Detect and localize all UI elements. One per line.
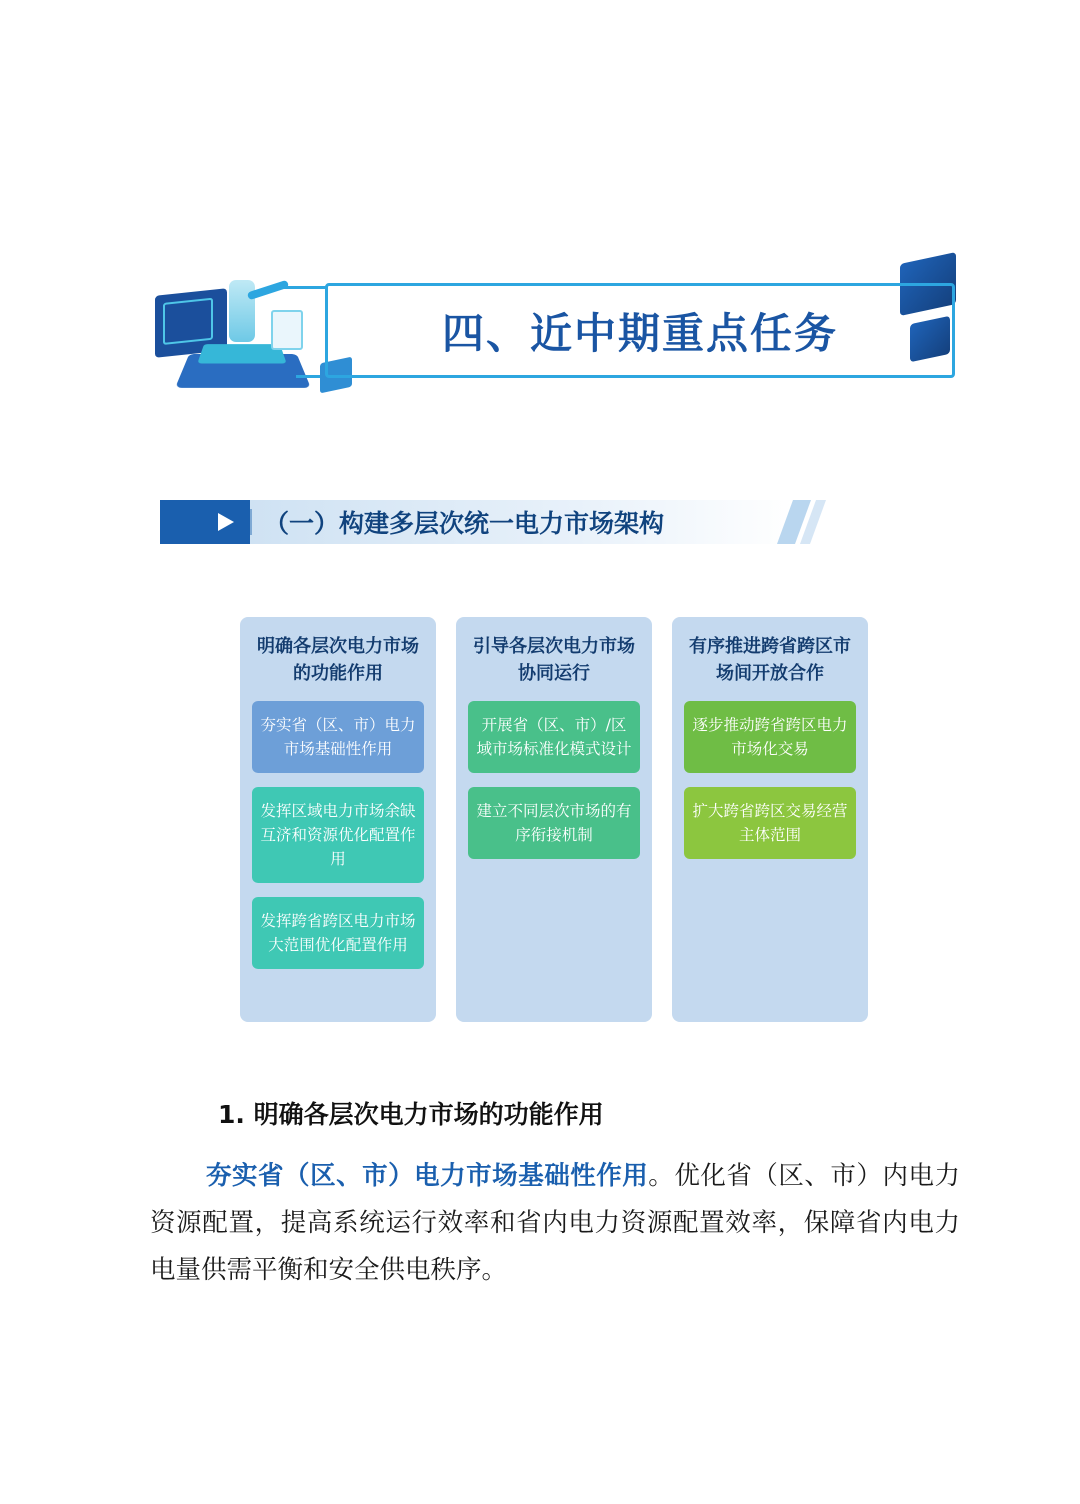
framework-diagram <box>240 617 870 1022</box>
section-title: （一）构建多层次统一电力市场架构 <box>264 509 665 538</box>
robot-arm-icon <box>229 280 255 342</box>
diagram-cell: 发挥区域电力市场余缺互济和资源优化配置作用 <box>252 787 424 883</box>
page-header-banner <box>150 250 960 410</box>
diagram-cell: 开展省（区、市）/区域市场标准化模式设计 <box>468 701 640 773</box>
subheading: 1. 明确各层次电力市场的功能作用 <box>218 1100 604 1129</box>
page-title: 四、近中期重点任务 <box>441 308 838 358</box>
body-content <box>150 1095 960 1295</box>
diagram-column-2 <box>456 617 652 1022</box>
connector-line-top <box>282 286 328 289</box>
diagram-column-3 <box>672 617 868 1022</box>
document-card-icon <box>271 310 303 350</box>
diagram-cell: 建立不同层次市场的有序衔接机制 <box>468 787 640 859</box>
diagram-column-1 <box>240 617 436 1022</box>
diagram-column-heading: 明确各层次电力市场的功能作用 <box>257 636 419 684</box>
diagram-cell: 夯实省（区、市）电力市场基础性作用 <box>252 701 424 773</box>
diagram-cell: 逐步推动跨省跨区电力市场化交易 <box>684 701 856 773</box>
diagram-cell: 发挥跨省跨区电力市场大范围优化配置作用 <box>252 897 424 969</box>
laptop-icon <box>155 272 325 407</box>
paragraph-text: 。优化省（区、市）内电力资源配置，提高系统运行效率和省内电力资源配置效率，保障省内电力电量供需平衡和安全供电秩序。 <box>150 1161 960 1286</box>
diagram-column-heading: 引导各层次电力市场协同运行 <box>473 636 635 684</box>
section-bar-accent <box>160 500 250 544</box>
section-bar-divider <box>250 509 252 535</box>
paragraph-highlight: 夯实省（区、市）电力市场基础性作用 <box>206 1161 649 1191</box>
triangle-right-icon <box>218 513 234 531</box>
diagram-column-heading: 有序推进跨省跨区市场间开放合作 <box>689 636 851 684</box>
section-heading-bar <box>160 500 820 544</box>
paragraph <box>150 1153 960 1295</box>
diagram-cell: 扩大跨省跨区交易经营主体范围 <box>684 787 856 859</box>
